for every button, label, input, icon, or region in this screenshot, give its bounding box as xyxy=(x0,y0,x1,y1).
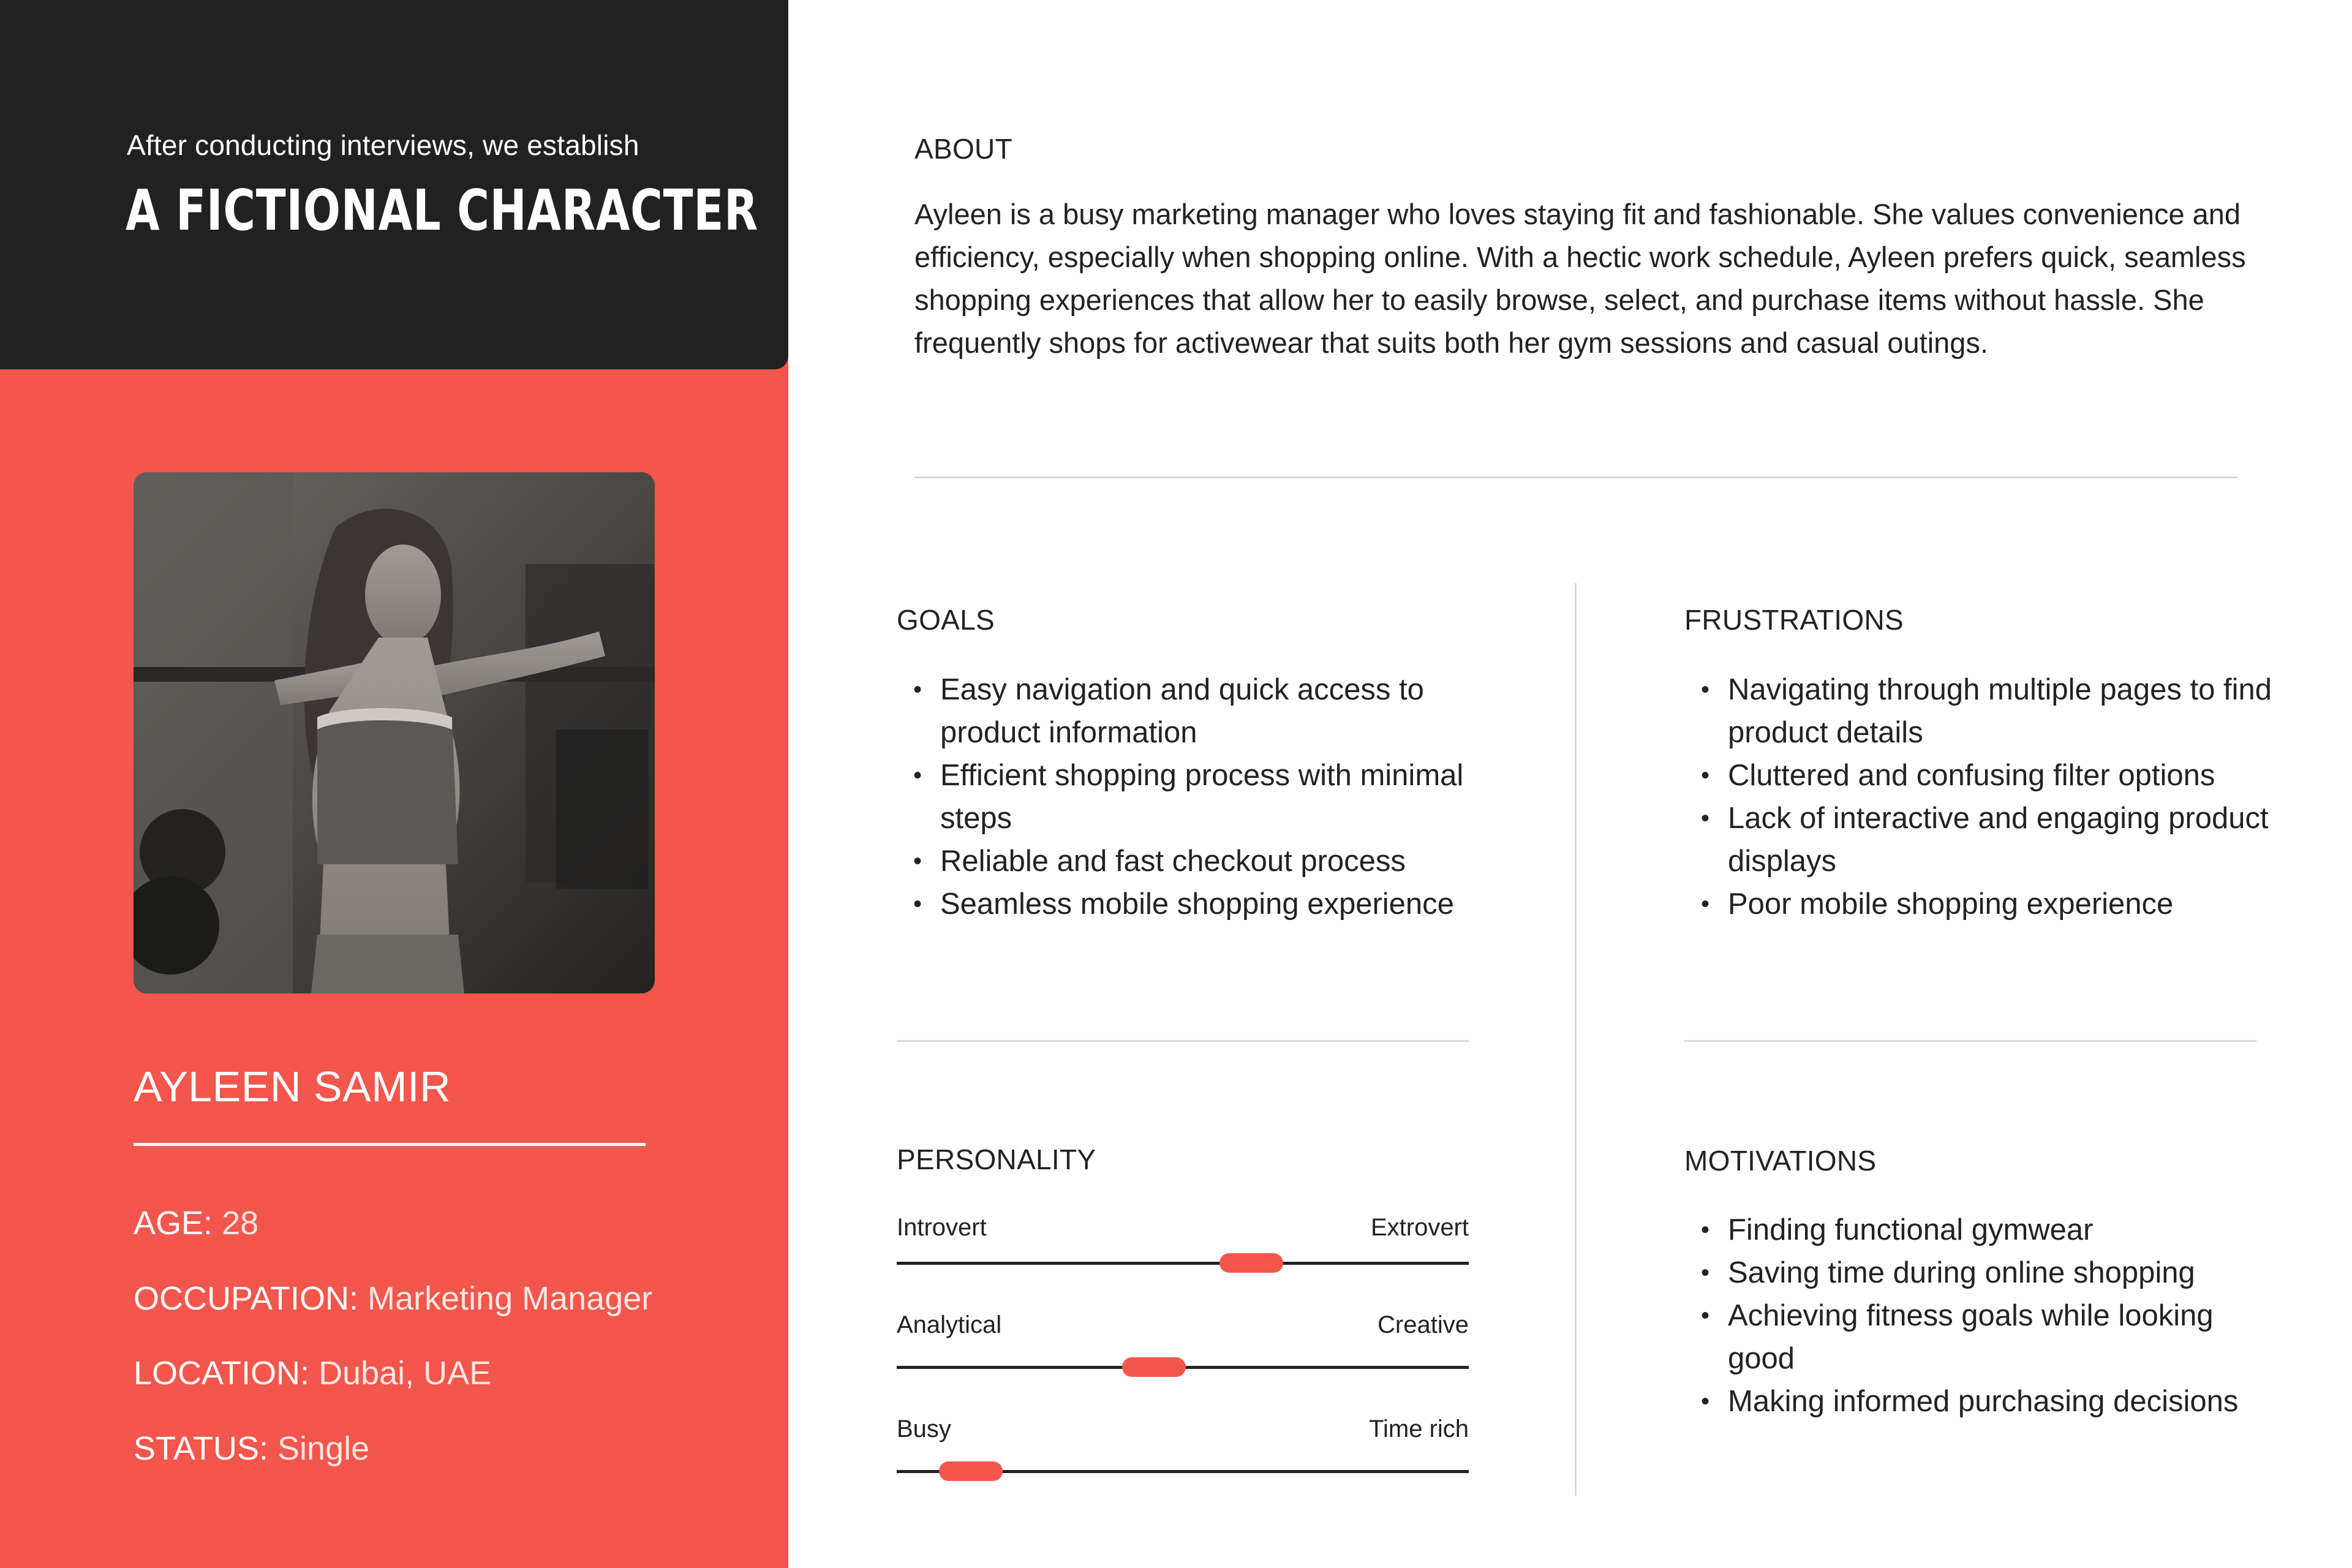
persona-photo xyxy=(134,472,655,993)
list-item: • Seamless mobile shopping experience xyxy=(897,883,1485,925)
list-item: • Lack of interactive and engaging product displays xyxy=(1684,797,2272,883)
fact-occupation xyxy=(134,1280,652,1317)
fact-age xyxy=(134,1204,258,1242)
fact-label: STATUS: xyxy=(134,1430,269,1467)
scale-left-label: Analytical xyxy=(897,1311,1002,1338)
fact-value: Single xyxy=(277,1430,370,1467)
fact-label: OCCUPATION: xyxy=(134,1280,359,1317)
about-text: Ayleen is a busy marketing manager who loves staying fit and fashionable. She values convenience and efficiency, especially when shopping online. With a hectic work schedule, Ayleen prefers quick, seamless shopping experiences that allow her to easily browse, select, and purchase items without hassle. She frequently shops for activewear that suits both her gym sessions and casual outings. xyxy=(914,198,2246,359)
scale-right-label: Creative xyxy=(1378,1311,1469,1338)
intro-text: After conducting interviews, we establish xyxy=(127,129,639,161)
list-item: • Navigating through multiple pages to find product details xyxy=(1684,668,2272,754)
persona-panel xyxy=(0,0,788,1568)
list-item: • Saving time during online shopping xyxy=(1684,1251,2272,1294)
motivations-list xyxy=(1684,1208,2272,1423)
fact-label: AGE: xyxy=(134,1205,213,1242)
scale-right-label: Time rich xyxy=(1369,1415,1469,1442)
about-heading: ABOUT xyxy=(914,133,1012,165)
fact-value: 28 xyxy=(222,1205,259,1242)
fact-value: Marketing Manager xyxy=(368,1280,653,1317)
personality-scale-marker xyxy=(1219,1253,1283,1273)
name-divider xyxy=(134,1143,646,1146)
about-divider xyxy=(914,477,2237,478)
personality-scale-marker xyxy=(939,1461,1003,1481)
scale-left-label: Introvert xyxy=(897,1214,987,1241)
personality-scale-track xyxy=(897,1262,1469,1265)
personality-heading: PERSONALITY xyxy=(897,1144,1096,1175)
fact-label: LOCATION: xyxy=(134,1355,310,1392)
frustrations-list xyxy=(1684,668,2272,925)
fact-status xyxy=(134,1430,369,1468)
column-divider xyxy=(1575,583,1577,1496)
scale-right-label: Extrovert xyxy=(1370,1214,1469,1241)
list-item: • Reliable and fast checkout process xyxy=(897,840,1485,883)
header-block xyxy=(0,0,788,369)
goals-list xyxy=(897,668,1485,925)
goals-divider xyxy=(897,1040,1469,1042)
page-title: A FICTIONAL CHARACTER xyxy=(126,178,759,243)
list-item: • Efficient shopping process with minimal steps xyxy=(897,754,1485,840)
list-item: • Easy navigation and quick access to product information xyxy=(897,668,1485,754)
list-item: • Cluttered and confusing filter options xyxy=(1684,754,2272,797)
scale-left-label: Busy xyxy=(897,1415,951,1442)
frustrations-divider xyxy=(1684,1040,2256,1042)
fact-value: Dubai, UAE xyxy=(318,1355,492,1392)
frustrations-heading: FRUSTRATIONS xyxy=(1684,604,1904,636)
list-item: • Achieving fitness goals while looking good xyxy=(1684,1294,2272,1380)
list-item: • Making informed purchasing decisions xyxy=(1684,1380,2272,1423)
personality-scale-marker xyxy=(1122,1357,1186,1377)
list-item: • Poor mobile shopping experience xyxy=(1684,883,2272,925)
list-item: • Finding functional gymwear xyxy=(1684,1208,2272,1251)
persona-name: AYLEEN SAMIR xyxy=(134,1063,451,1110)
goals-heading: GOALS xyxy=(897,604,995,636)
motivations-heading: MOTIVATIONS xyxy=(1684,1145,1877,1177)
fact-location xyxy=(134,1354,491,1392)
